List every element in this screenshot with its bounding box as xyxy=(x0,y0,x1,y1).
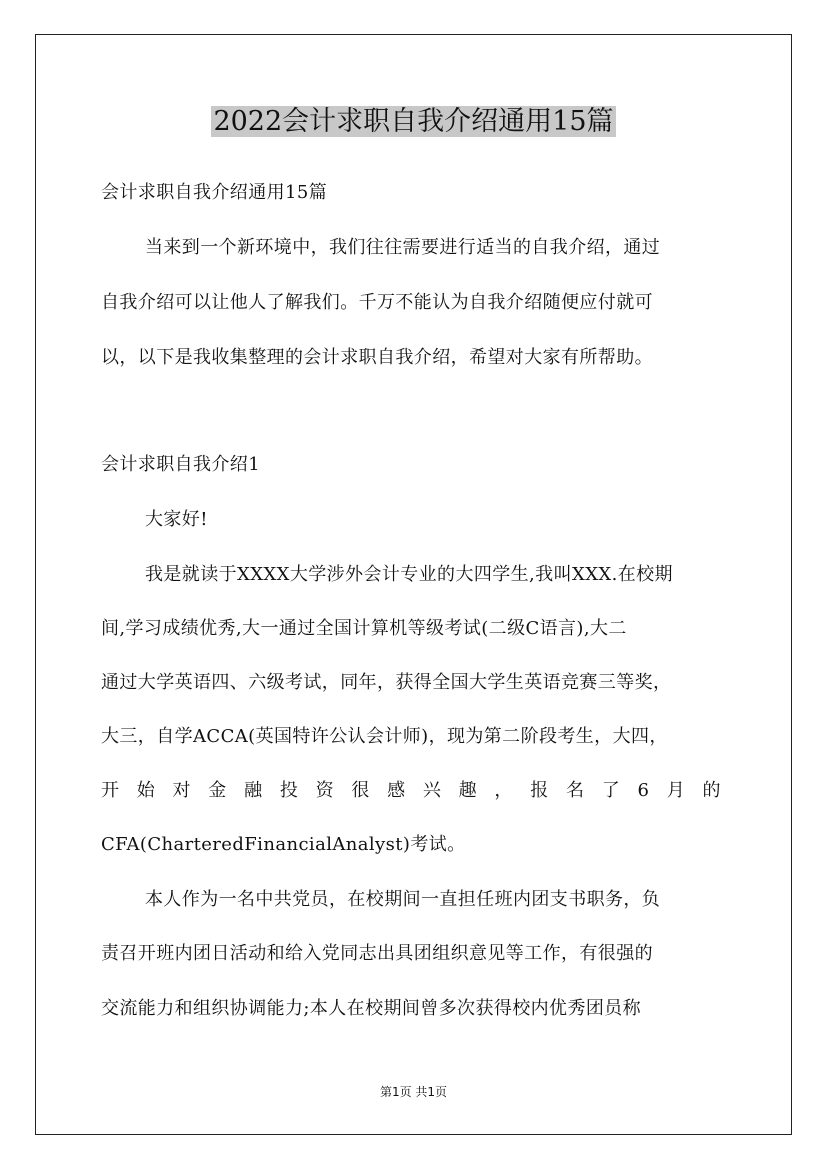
para1-line-1: 我是就读于XXXX大学涉外会计专业的大四学生,我叫XXX.在校期 xyxy=(145,564,673,585)
para1-line-5 xyxy=(101,779,721,803)
intro-line-2: 自我介绍可以让他人了解我们。千万不能认为自我介绍随便应付就可 xyxy=(101,292,653,313)
greeting: 大家好! xyxy=(145,509,208,530)
spaced-word: 资 xyxy=(315,780,334,801)
para1-line-2: 间,学习成绩优秀,大一通过全国计算机等级考试(二级C语言),大二 xyxy=(101,618,627,639)
spaced-word: 融 xyxy=(244,780,263,801)
spaced-word: 始 xyxy=(136,780,156,801)
page-footer: 第1页 共1页 xyxy=(379,1085,448,1099)
document-title xyxy=(0,100,827,144)
para1-line-4: 大三，自学ACCA(英国特许公认会计师)，现为第二阶段考生，大四， xyxy=(101,726,668,747)
spaced-word: 月 xyxy=(666,780,686,801)
intro-line-1: 当来到一个新环境中，我们往往需要进行适当的自我介绍，通过 xyxy=(145,237,661,258)
spaced-word: 很 xyxy=(351,780,370,801)
spaced-word: 趣 xyxy=(458,780,478,801)
para2-line-1: 本人作为一名中共党员，在校期间一直担任班内团支书职务，负 xyxy=(145,889,661,910)
spaced-word: 投 xyxy=(279,780,299,801)
subtitle: 会计求职自我介绍通用15篇 xyxy=(101,182,328,203)
spaced-word: 报 xyxy=(530,780,549,801)
section-heading: 会计求职自我介绍1 xyxy=(101,454,261,475)
spaced-word: 6 xyxy=(637,780,650,801)
para2-line-3: 交流能力和组织协调能力;本人在校期间曾多次获得校内优秀团员称 xyxy=(101,998,642,1019)
spaced-word: 开 xyxy=(101,780,120,801)
spaced-word: 对 xyxy=(172,780,191,801)
spaced-word: 兴 xyxy=(422,780,442,801)
document-title-text: 2022会计求职自我介绍通用15篇 xyxy=(213,106,614,137)
spaced-word: 名 xyxy=(565,780,585,801)
spaced-word: ， xyxy=(494,780,513,801)
para2-line-2: 责召开班内团日活动和给入党同志出具团组织意见等工作，有很强的 xyxy=(101,943,653,964)
para1-line-6: CFA(CharteredFinancialAnalyst)考试。 xyxy=(101,834,466,855)
intro-line-3: 以，以下是我收集整理的会计求职自我介绍，希望对大家有所帮助。 xyxy=(101,347,653,368)
spaced-word: 感 xyxy=(387,780,406,801)
spaced-word: 金 xyxy=(208,780,227,801)
para1-line-3: 通过大学英语四、六级考试，同年，获得全国大学生英语竞赛三等奖， xyxy=(101,672,672,693)
spaced-word: 了 xyxy=(601,780,621,801)
spaced-word: 的 xyxy=(702,780,721,801)
